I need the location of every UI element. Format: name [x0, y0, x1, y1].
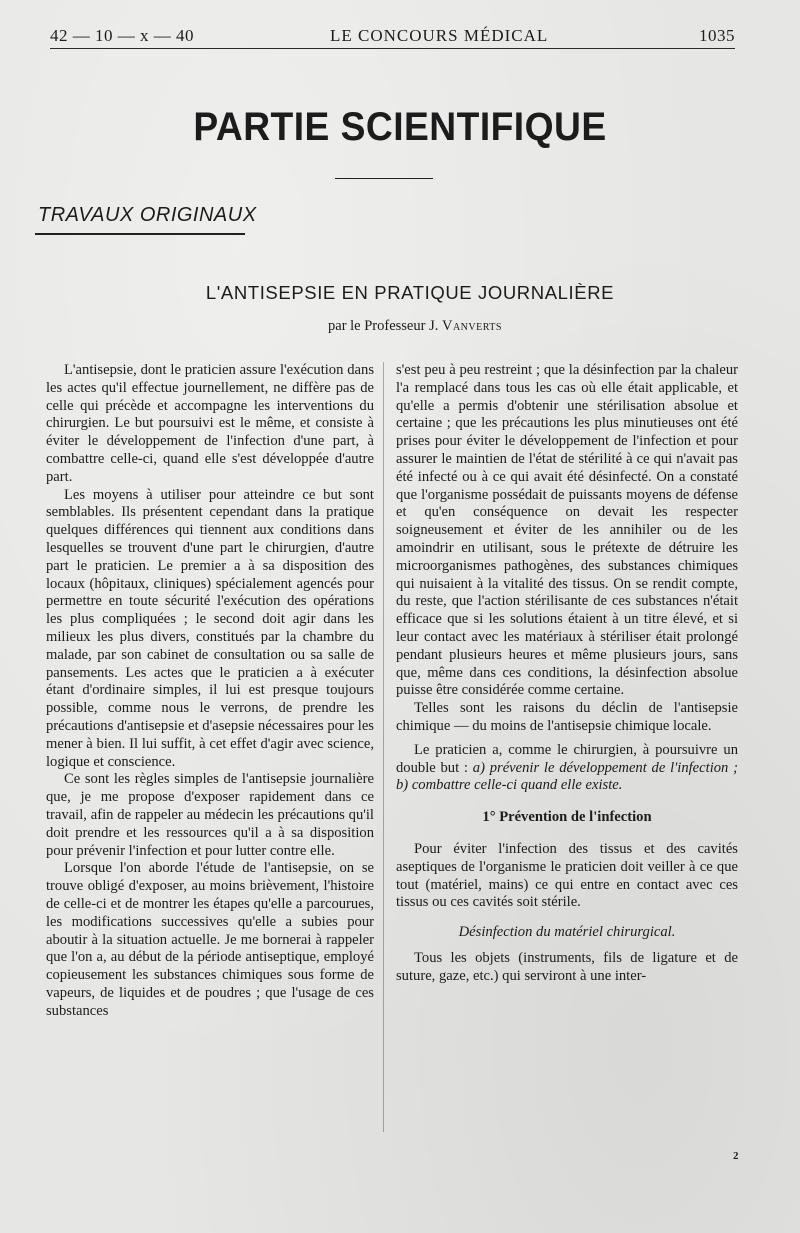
objective-b-label: b)	[396, 777, 409, 794]
issue-date: 42 — 10 — x — 40	[50, 26, 194, 45]
section-heading: 1° Prévention de l'infection	[482, 809, 652, 826]
objective-a: prévenir le développement de l'infection ;	[489, 759, 738, 776]
paragraph: Pour éviter l'infection des tissus et des cavités aseptiques de l'organisme le praticien doit veiller à ce que tout (matériel, mains) ce qui entre en contact avec ces tissus ou ces cavités soit stérile.	[396, 840, 738, 911]
byline	[0, 318, 800, 335]
title-rule	[335, 178, 433, 179]
subsection-rule	[35, 233, 245, 235]
section-title: PARTIE SCIENTIFIQUE	[193, 105, 607, 149]
subsection-subheading: Désinfection du matériel chirurgical.	[458, 924, 676, 941]
paragraph: Lorsque l'on aborde l'étude de l'antisepsie, on se trouve obligé d'exposer, au moins brièvement, l'histoire de celle-ci et de montrer les étapes qu'elle a parcourues, les modifications successives qu'elle a subies pour aboutir à la situation actuelle. Je me bornerai à rappeler que l'on a, au début de la période antiseptique, employé copieusement les substances chimiques sous forme de vapeurs, de liquides et de poudres ; que l'usage de ces substances	[46, 860, 374, 1019]
paragraph: Tous les objets (instruments, fils de ligature et de suture, gaze, etc.) qui serviront à une inter-	[396, 949, 738, 984]
paragraph: Les moyens à utiliser pour atteindre ce but sont semblables. Ils présentent cependant dans la pratique quelques différences qui tiennent aux conditions dans lesquelles se trouvent d'une part le chirurgien, d'autre part le praticien. Le premier a à sa disposition des locaux (hôpitaux, cliniques) spécialement agencés pour permettre en toute sécurité l'exécution des opérations les plus compliquées ; le second doit agir dans les milieux les plus divers, constitués par la chambre du malade, par son cabinet de consultation ou sa salle de pansements. Les actes que le praticien a à exécuter étant d'ordinaire simples, il lui est presque toujours possible, comme nous le verrons, de prendre les précautions d'antisepsie et d'asepsie nécessaires pour les mener à bien. Il lui suffit, à cet effet d'agir avec science, logique et conscience.	[46, 486, 374, 770]
objective-a-label: a)	[472, 759, 485, 776]
signature-mark: 2	[733, 1150, 739, 1162]
journal-name: LE CONCOURS MÉDICAL	[330, 26, 549, 45]
author-name: Vanverts	[441, 318, 502, 334]
objective-b: combattre celle-ci quand elle existe.	[411, 777, 623, 794]
paragraph: Telles sont les raisons du déclin de l'antisepsie chimique — du moins de l'antisepsie chimique locale.	[396, 700, 738, 734]
running-header	[50, 24, 735, 49]
article-title: L'ANTISEPSIE EN PRATIQUE JOURNALIÈRE	[205, 282, 615, 303]
paragraph: s'est peu à peu restreint ; que la désinfection par la chaleur l'a remplacé dans tous les cas où elle était applicable, et qu'elle a permis d'obtenir une stérilisation absolue et certaine ; que les précautions les plus minutieuses ont été prises pour éviter le développement de l'infection et pour assurer le maintien de l'état de stérilité à ce qui n'avait pas été infecté ou à ce qui avait été désinfecté. On a constaté que l'organisme possédait de puissants moyens de défense et qu'en conséquence on devait les respecter soigneusement et éviter de les annihiler ou de les amoindrir en utilisant, sous le prétexte de détruire les microorganismes pathogènes, des substances chimiques qui nuisaient à la vitalité des tissus. On se rendit compte, du reste, que l'action stérilisante de ces substances n'était efficace que si les solutions étaient à un titre élevé, et si leur contact avec les matériaux à stériliser était prolongé pendant plusieurs heures et même plusieurs jours, sans que, même dans ces conditions, la désinfection absolue puisse être considérée comme certaine.	[396, 362, 738, 699]
page-number: 1035	[699, 26, 735, 45]
paragraph: Ce sont les règles simples de l'antisepsie journalière que, je me propose d'exposer rapidement dans ce travail, afin de rappeler au médecin les précautions qu'il doit prendre et les ressources qu'il a à sa disposition pour prévenir l'infection et pour lutter contre elle.	[46, 771, 374, 859]
byline-prefix: par le Professeur J.	[328, 318, 439, 334]
right-column	[396, 362, 738, 986]
left-column	[46, 362, 374, 1020]
paragraph: L'antisepsie, dont le praticien assure l'exécution dans les actes qu'il effectue journellement, ne diffère pas de celle qui précède et accompagne les interventions du chirurgien. Le but poursuivi est le même, et consiste à éviter le développement de l'infection d'une part, à combattre celle-ci, quand elle s'est développée d'autre part.	[46, 362, 374, 485]
subsection-heading: TRAVAUX ORIGINAUX	[38, 204, 257, 226]
paragraph-objectives	[396, 742, 738, 795]
objectives-lead: Le praticien a, comme le chirurgien, à poursuivre un double but :	[396, 741, 738, 776]
column-divider	[383, 362, 384, 1132]
